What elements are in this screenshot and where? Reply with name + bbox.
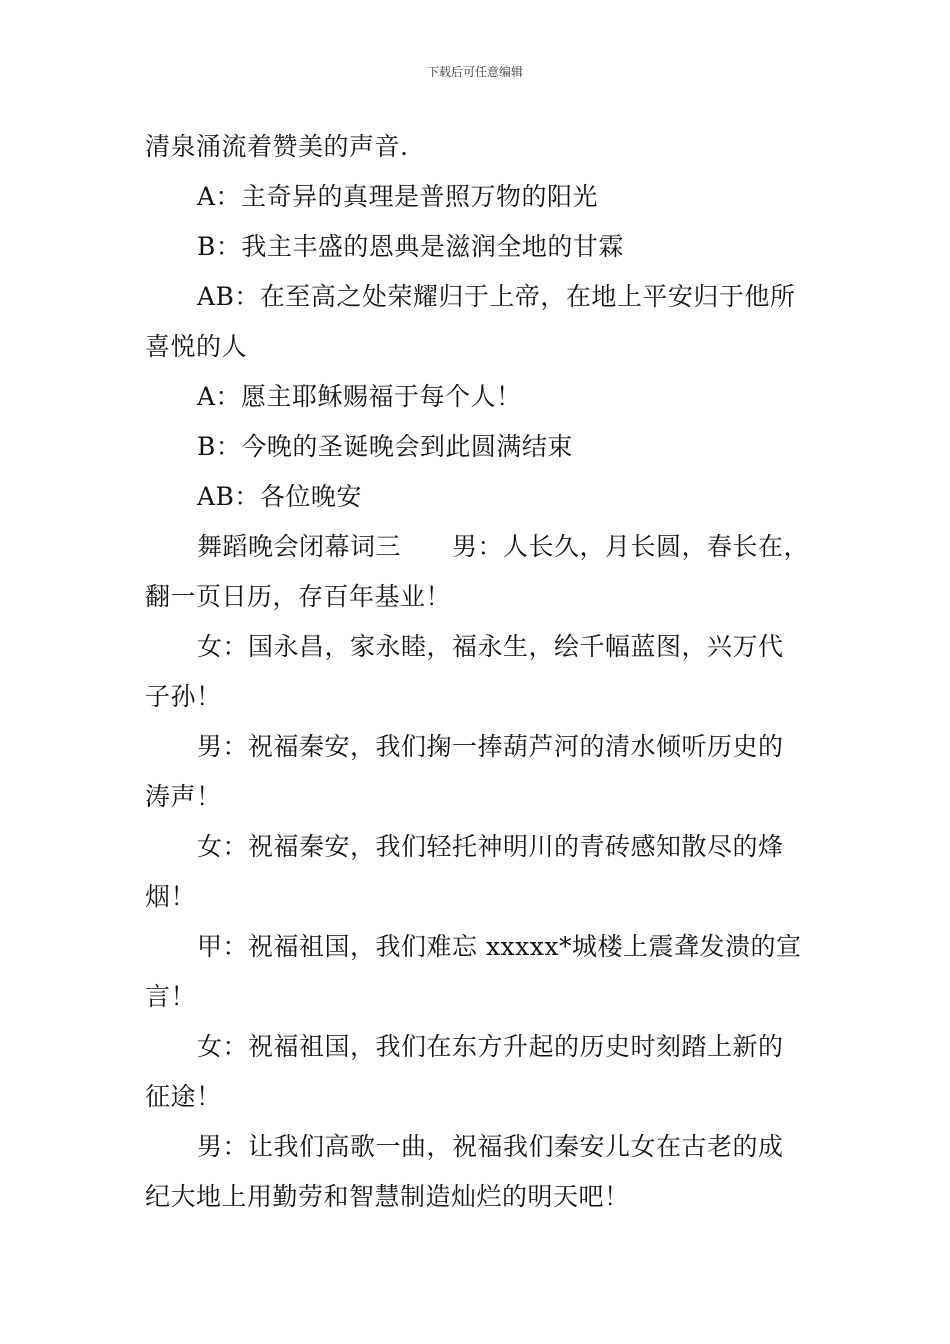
text-line: AB：各位晚安 — [197, 482, 362, 511]
text-line: 清泉涌流着赞美的声音. — [145, 132, 409, 161]
text-line: 涛声！ — [145, 782, 222, 811]
text-line: 征途！ — [145, 1082, 222, 1111]
text-line: AB：在至高之处荣耀归于上帝，在地上平安归于他所 — [197, 282, 796, 311]
text-line: 喜悦的人 — [145, 332, 248, 361]
text-line: B：今晚的圣诞晚会到此圆满结束 — [197, 432, 573, 461]
text-line: 女：祝福祖国，我们在东方升起的历史时刻踏上新的 — [197, 1032, 784, 1061]
text-line: B：我主丰盛的恩典是滋润全地的甘霖 — [197, 232, 624, 261]
document-body — [145, 122, 825, 1222]
text-line: 子孙！ — [145, 682, 222, 711]
text-line: 男：祝福秦安，我们掬一捧葫芦河的清水倾听历史的 — [197, 732, 784, 761]
text-line: 男：让我们高歌一曲，祝福我们秦安儿女在古老的成 — [197, 1132, 784, 1161]
text-line: 纪大地上用勤劳和智慧制造灿烂的明天吧！ — [145, 1182, 630, 1211]
text-line: 言！ — [145, 982, 197, 1011]
text-line: 烟！ — [145, 882, 197, 911]
text-line: 女：国永昌，家永睦，福永生，绘千幅蓝图，兴万代 — [197, 632, 784, 661]
text-line: 翻一页日历，存百年基业！ — [145, 582, 452, 611]
text-line: 舞蹈晚会闭幕词三 男：人长久，月长圆，春长在， — [197, 532, 810, 561]
header-note: 下载后可任意编辑 — [426, 65, 523, 79]
text-line: A：愿主耶稣赐福于每个人！ — [197, 382, 522, 411]
text-line: 女：祝福秦安，我们轻托神明川的青砖感知散尽的烽 — [197, 832, 784, 861]
text-line: 甲：祝福祖国，我们难忘 xxxxx*城楼上震聋发溃的宣 — [197, 932, 802, 961]
text-line: A：主奇异的真理是普照万物的阳光 — [197, 182, 599, 211]
